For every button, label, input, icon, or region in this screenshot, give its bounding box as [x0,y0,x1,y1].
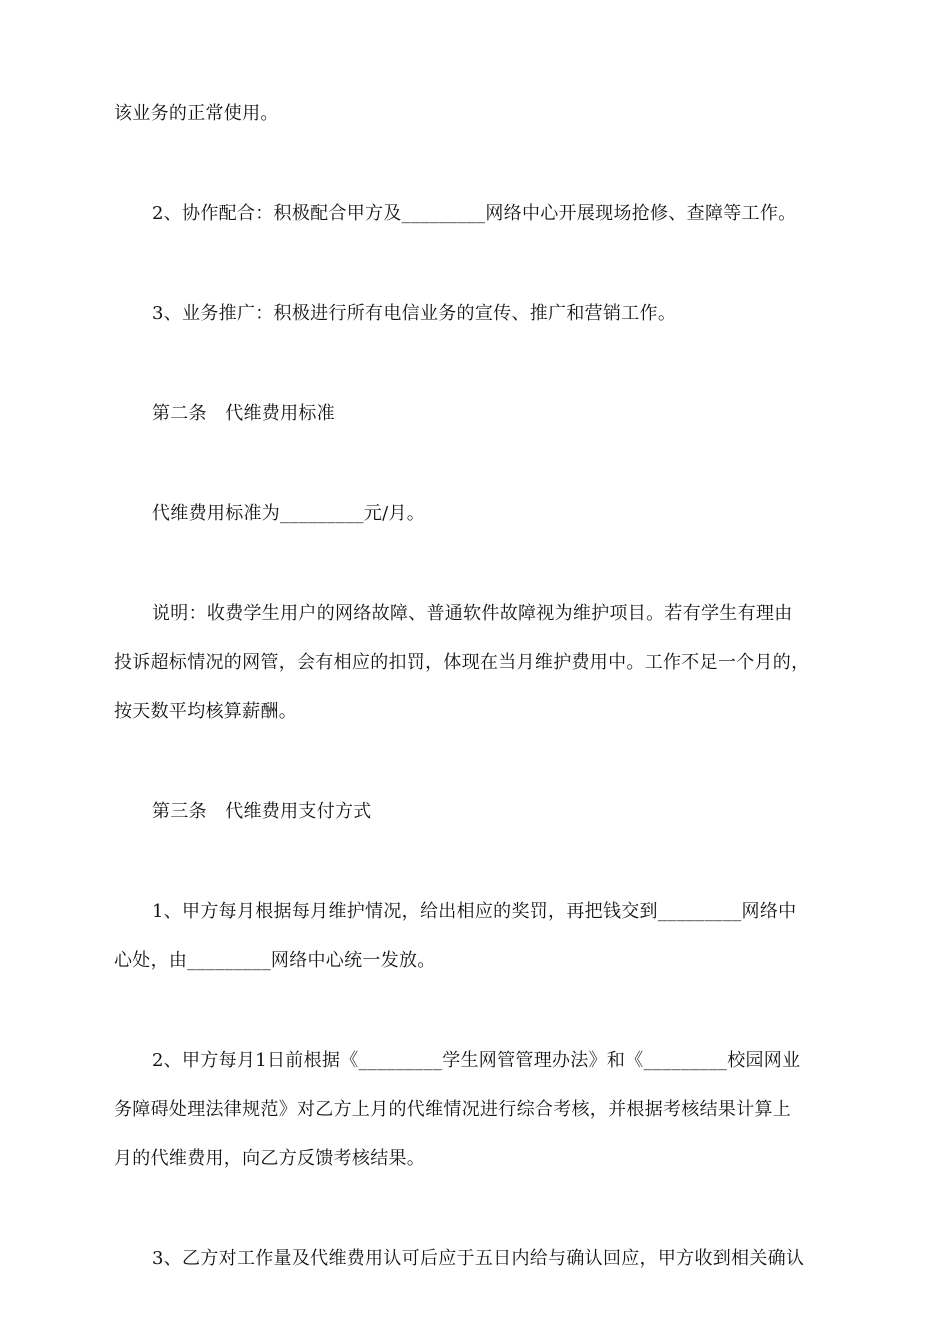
payment-item-2-line-1: 2、甲方每月1日前根据《_________学生网管管理办法》和《_________校园网业 [152,1050,801,1071]
payment-item-2-line-2: 务障碍处理法律规范》对乙方上月的代维情况进行综合考核，并根据考核结果计算上 [114,1099,792,1120]
explanation-line-3: 按天数平均核算薪酬。 [114,701,297,722]
payment-item-2-line-3: 月的代维费用，向乙方反馈考核结果。 [114,1148,426,1169]
payment-item-3-line-1: 3、乙方对工作量及代维费用认可后应于五日内给与确认回应，甲方收到相关确认 [152,1248,805,1269]
payment-item-1-line-2: 心处，由_________网络中心统一发放。 [114,950,436,971]
article-2-heading: 第二条 代维费用标准 [152,403,335,424]
text-line-continuation: 该业务的正常使用。 [114,103,279,124]
explanation-line-2: 投诉超标情况的网管，会有相应的扣罚，体现在当月维护费用中。工作不足一个月的， [114,652,810,673]
article-3-heading: 第三条 代维费用支付方式 [152,801,372,822]
payment-item-1-line-1: 1、甲方每月根据每月维护情况，给出相应的奖罚，再把钱交到_________网络中 [152,901,797,922]
clause-item-promotion: 3、业务推广：积极进行所有电信业务的宣传、推广和营销工作。 [152,303,677,324]
clause-item-cooperation: 2、协作配合：积极配合甲方及_________网络中心开展现场抢修、查障等工作。 [152,203,797,224]
explanation-line-1: 说明：收费学生用户的网络故障、普通软件故障视为维护项目。若有学生有理由 [152,603,793,624]
fee-standard-line: 代维费用标准为_________元/月。 [152,503,426,524]
